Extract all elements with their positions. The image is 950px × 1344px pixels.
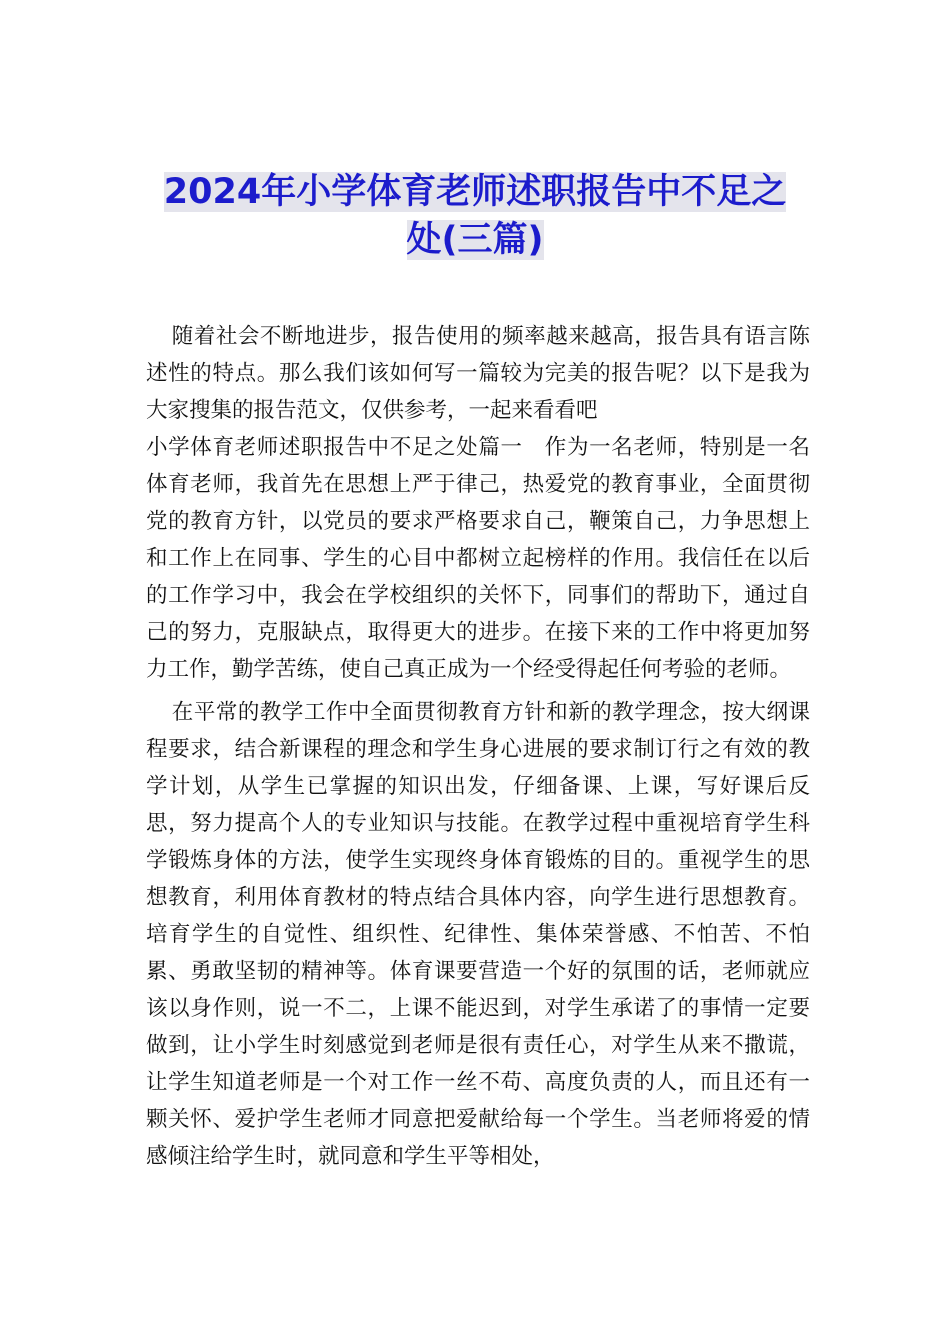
document-body	[146, 318, 810, 1175]
title-line-2: 处(三篇)	[406, 220, 544, 260]
document-title	[140, 168, 810, 264]
title-line-1: 2024年小学体育老师述职报告中不足之	[163, 172, 787, 212]
paragraph-section-one: 小学体育老师述职报告中不足之处篇一 作为一名老师，特别是一名体育老师，我首先在思想上严于律己，热爱党的教育事业，全面贯彻党的教育方针，以党员的要求严格要求自己，鞭策自己，力争思想上和工作上在同事、学生的心目中都树立起榜样的作用。我信任在以后的工作学习中，我会在学校组织的关怀下，同事们的帮助下，通过自己的努力，克服缺点，取得更大的进步。在接下来的工作中将更加努力工作，勤学苦练，使自己真正成为一个经受得起任何考验的老师。	[146, 435, 810, 682]
paragraph-intro: 随着社会不断地进步，报告使用的频率越来越高，报告具有语言陈述性的特点。那么我们该如何写一篇较为完美的报告呢？以下是我为大家搜集的报告范文，仅供参考，一起来看看吧	[146, 324, 810, 423]
paragraph-teaching: 在平常的教学工作中全面贯彻教育方针和新的教学理念，按大纲课程要求，结合新课程的理念和学生身心进展的要求制订行之有效的教学计划，从学生已掌握的知识出发，仔细备课、上课，写好课后反思，努力提高个人的专业知识与技能。在教学过程中重视培育学生科学锻炼身体的方法，使学生实现终身体育锻炼的目的。重视学生的思想教育，利用体育教材的特点结合具体内容，向学生进行思想教育。培育学生的自觉性、组织性、纪律性、集体荣誉感、不怕苦、不怕累、勇敢坚韧的精神等。体育课要营造一个好的氛围的话，老师就应该以身作则，说一不二，上课不能迟到，对学生承诺了的事情一定要做到，让小学生时刻感觉到老师是很有责任心，对学生从来不撒谎，让学生知道老师是一个对工作一丝不苟、高度负责的人，而且还有一颗关怀、爱护学生老师才同意把爱献给每一个学生。当老师将爱的情感倾注给学生时，就同意和学生平等相处，	[146, 700, 810, 1169]
